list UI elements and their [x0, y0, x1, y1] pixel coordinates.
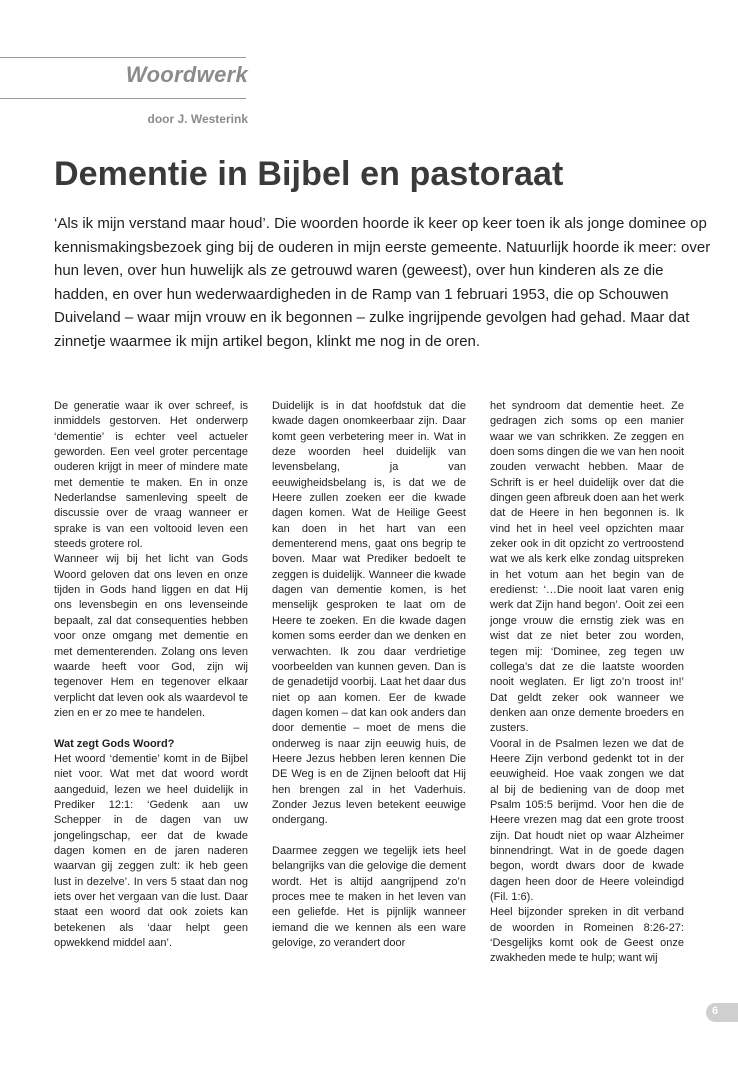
paragraph: Het woord ‘dementie’ komt in de Bijbel niet voor. Wat met dat woord wordt aangeduid, lezen we heel duidelijk in Prediker 12:1: ‘Gedenk aan uw Schepper in de dagen van uw jongelingschap, eer dat de kwade dagen komen en de jaren naderen waarvan gij zeggen zult: ik heb geen lust in dezelve’. In vers 5 staat dan nog iets over het vergaan van die lust. Daar staat een woord dat ook zoiets kan betekenen als ‘daar helpt geen opwekkend middel aan’. [54, 752, 248, 950]
page-number-tab [706, 1003, 738, 1022]
paragraph: Wanneer wij bij het licht van Gods Woord geloven dat ons leven en onze tijden in Gods hand liggen en dat Hij ons levensbegin en ons levenseinde bepaalt, zal dat consequenties hebben voor onze omgang met dementie en met dementerenden. Zolang ons leven waarde heeft voor God, zijn wij tegenover Hem en tegenover elkaar verplicht dat leven ook als waardevol te zien en er zo mee te handelen. [54, 553, 248, 719]
paragraph: Daarmee zeggen we tegelijk iets heel belangrijks van die gelovige die dement wordt. Het is altijd aangrijpend zo’n proces mee te maken in het leven van een geliefde. Het is pijnlijk wanneer iemand die we kennen als een ware gelovige, zo verandert door [272, 844, 466, 950]
paragraph: Heel bijzonder spreken in dit verband de woorden in Romeinen 8:26-27: ‘Desgelijks komt ook de Geest onze zwakheden mede te hulp; want wij [490, 906, 684, 965]
header-rule-bottom [0, 98, 246, 99]
text-column-3 [490, 399, 684, 967]
article-intro: ‘Als ik mijn verstand maar houd’. Die woorden hoorde ik keer op keer toen ik als jonge dominee op kennismakingsbezoek ging bij de ouderen in mijn eerste gemeente. Natuurlijk hoorde ik meer: over hun leven, over hun huwelijk als ze getrouwd waren (geweest), over hun kinderen als ze die hadden, en over hun wederwaardigheden in de Ramp van 1 februari 1953, die op Schouwen Duiveland – waar mijn vrouw en ik begonnen – zulke ingrijpende gevolgen had gehad. Maar dat zinnetje waarmee ik mijn artikel begon, klinkt me nog in de oren. [54, 215, 711, 350]
text-column-2 [272, 399, 466, 951]
text-column-1 [54, 399, 248, 951]
paragraph: het syndroom dat dementie heet. Ze gedragen zich soms op een manier waar we van schrikken. Ze zeggen en doen soms dingen die we van hen nooit zouden verwacht hebben. Maar de Schrift is er heel duidelijk over dat die dingen geen afbreuk doen aan het werk dat de Heere in hen begonnen is. Ik vind het in heel veel opzichten maar zeker ook in dit opzicht zo vertroostend wat we als kerk elke zondag uitspreken in het votum aan het begin van de eredienst: ‘…Die nooit laat varen enig werk dat Zijn hand begon’. Ooit zei een jonge vrouw die ernstig ziek was en wist dat ze niet beter zou worden, tegen mij: ‘Dominee, zeg tegen uw collega’s dat ze die laatste woorden nooit weglaten. Er ligt zo’n troost in!’ Dat geldt zeker ook wanneer we denken aan onze demente broeders en zusters. [490, 400, 684, 735]
header-rule-top [0, 57, 246, 58]
page-number: 6 [712, 1005, 719, 1017]
author-byline: door J. Westerink [147, 112, 248, 126]
paragraph-gap [272, 829, 466, 844]
subheading: Wat zegt Gods Woord? [54, 737, 175, 750]
paragraph: Duidelijk is in dat hoofdstuk dat die kwade dagen onomkeerbaar zijn. Daar komt geen verbetering meer in. Wat in deze woorden heel duidelijk van levensbelang, ja van eeuwigheidsbelang is, is dat we de Heere zullen zoeken eer die kwade dagen komen. Wat de Heilige Geest kan doen in het hart van een dementerend mens, gaat ons begrip te boven. Maar wat Prediker bedoelt te zeggen is duidelijk. Wanneer die kwade dagen van dementie komen, is het menselijk gesproken te laat om de Heere te zoeken. En die kwade dagen komen soms eerder dan we denken en verwachten. Ik zou daar verdrietige voorbeelden van kunnen geven. Dan is de genadetijd voorbij. Laat het daar dus niet op aan komen. Eer de kwade dagen komen – dat kan ook anders dan door dementie – moet de mens die onderweg is naar zijn eeuwig huis, de Heere Jezus hebben leren kennen Die DE Weg is en de Zijnen belooft dat Hij hen brengen zal in het Vaderhuis. Zonder Jezus leven betekent eeuwige ondergang. [272, 400, 466, 827]
section-title: Woordwerk [125, 62, 248, 87]
article-title: Dementie in Bijbel en pastoraat [54, 155, 564, 193]
paragraph: Vooral in de Psalmen lezen we dat de Heere Zijn verbond gedenkt tot in der eeuwigheid. Hoe vaak zongen we dat al bij de bediening van de doop met Psalm 105:5 berijmd. Voor hen die de Heere vrezen mag dat een grote troost zijn. Dat houdt niet op waar Alzheimer binnendringt. Wat in de goede dagen begon, wordt dwars door de kwade dagen heen door de Heere voleindigd (Fil. 1:6). [490, 737, 684, 903]
paragraph-gap [54, 721, 248, 736]
paragraph: De generatie waar ik over schreef, is inmiddels gestorven. Het onderwerp ‘dementie’ is echter veel actueler geworden. Een veel groter percentage ouderen krijgt in meer of mindere mate met dementie te maken. En in onze Nederlandse samenleving speelt de discussie over de vraag wanneer er sprake is van een voltooid leven een steeds grotere rol. [54, 400, 248, 551]
